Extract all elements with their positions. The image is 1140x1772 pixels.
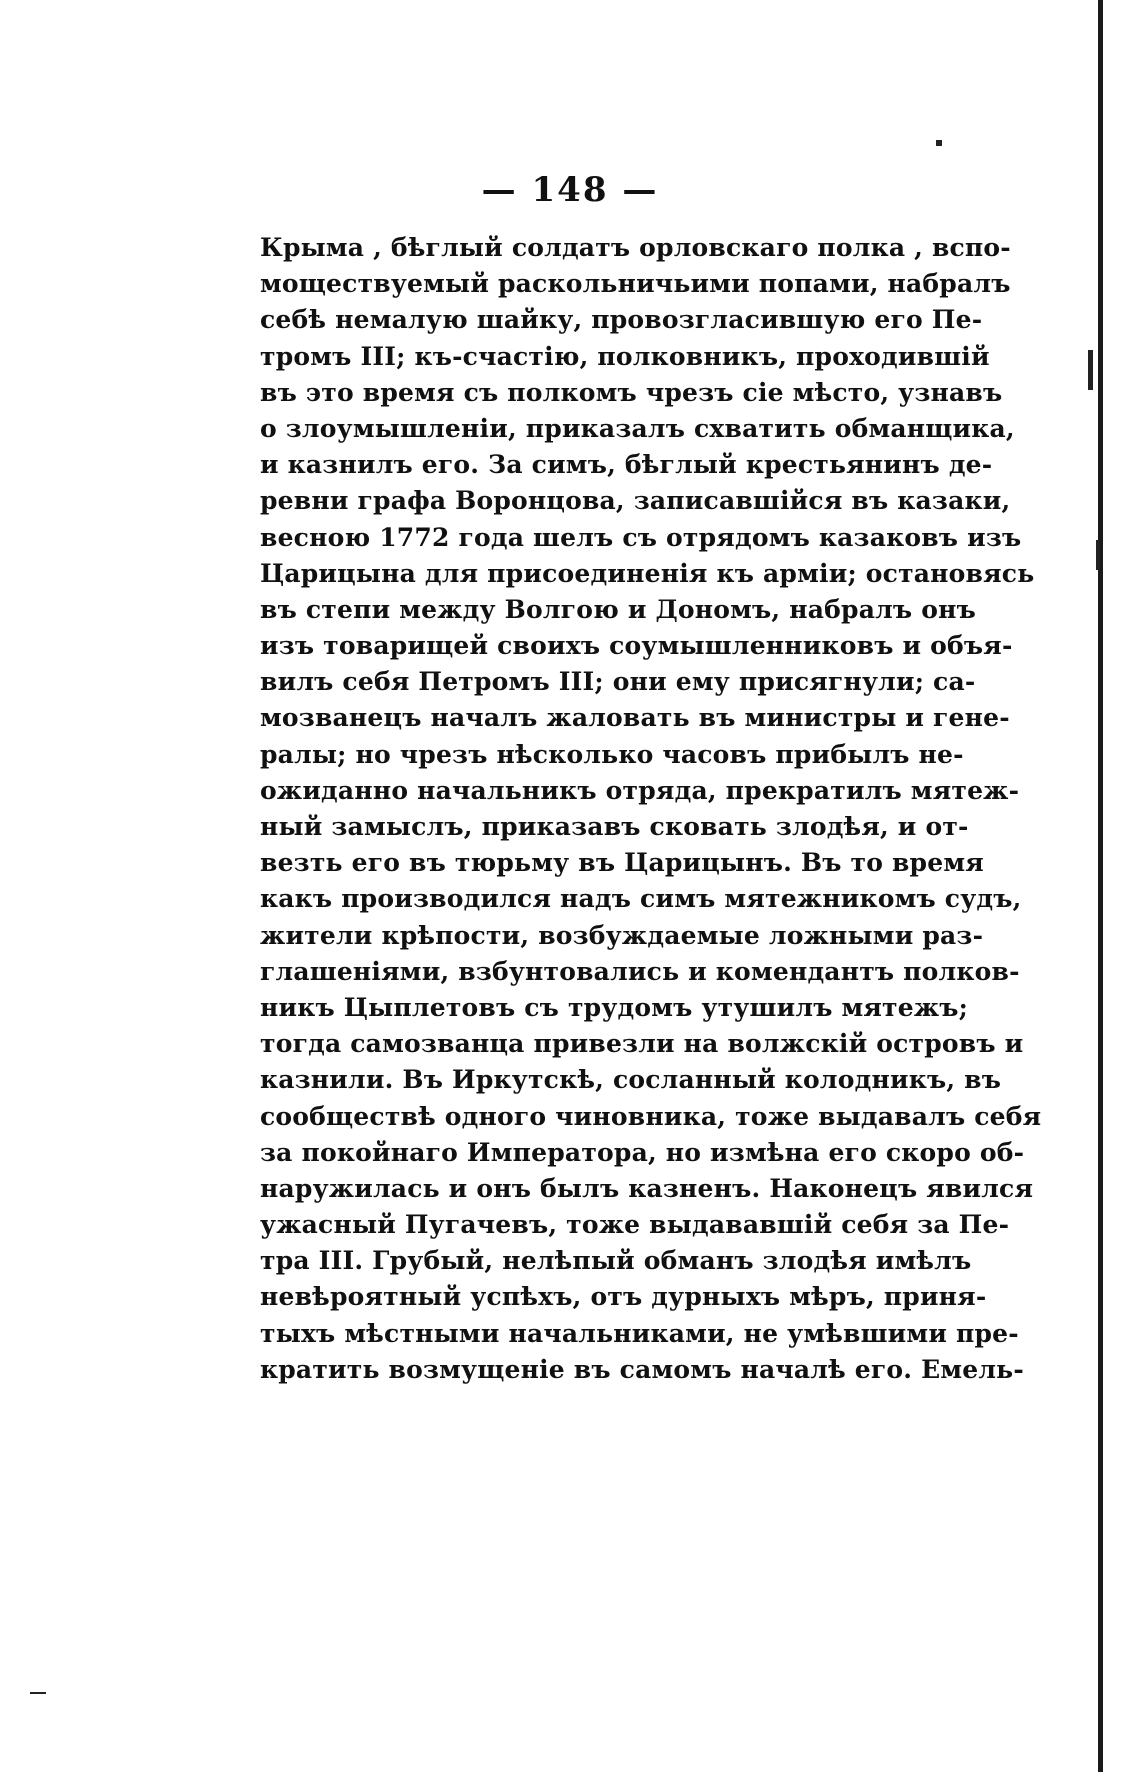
text-line: мозванецъ началъ жаловать въ министры и генe- bbox=[260, 703, 1010, 733]
text-line: о злоумышленіи, приказалъ схватить обманщика, bbox=[260, 413, 1015, 443]
text-line: Царицына для присоединенія къ арміи; остановясь bbox=[260, 558, 1035, 588]
text-line: ожиданно начальникъ отряда, прекратилъ мятеж- bbox=[260, 775, 1020, 805]
text-line: жители крѣпости, возбуждаемые ложными раз- bbox=[260, 920, 984, 950]
page-number: — 148 — bbox=[481, 170, 659, 210]
text-line: въ это время съ полкомъ чрезъ сіе мѣсто, узнавъ bbox=[260, 377, 1003, 407]
text-line: наружилась и онъ былъ казненъ. Наконецъ явился bbox=[260, 1173, 1034, 1203]
text-line: въ степи между Волгою и Дономъ, набралъ онъ bbox=[260, 594, 976, 624]
text-line: тогда самозванца привезли на волжскій островъ и bbox=[260, 1029, 1024, 1059]
text-line: и казнилъ его. За симъ, бѣглый крестьянинъ де- bbox=[260, 450, 993, 480]
scan-speck bbox=[1096, 540, 1100, 570]
text-line: тыхъ мѣстными начальниками, не умѣвшими пре- bbox=[260, 1318, 1019, 1348]
text-line: ревни графа Воронцова, записавшійся въ казаки, bbox=[260, 486, 1011, 516]
text-line: какъ производился надъ симъ мятежникомъ судъ, bbox=[260, 884, 1022, 914]
text-line: сообществѣ одного чиновника, тоже выдавалъ себя bbox=[260, 1101, 1042, 1131]
text-line: тра III. Грубый, нелѣпый обманъ злодѣя имѣлъ bbox=[260, 1246, 972, 1276]
text-line: вилъ себя Петромъ III; они ему присягнули; са- bbox=[260, 667, 976, 697]
text-line: тромъ III; къ-счастію, полковникъ, проходившій bbox=[260, 341, 990, 371]
text-line: изъ товарищей своихъ соумышленниковъ и объя- bbox=[260, 631, 1013, 661]
text-line: ужасный Пугачевъ, тоже выдававшій себя за Пе- bbox=[260, 1210, 1010, 1240]
text-line: кратить возмущеніе въ самомъ началѣ его. Емель- bbox=[260, 1354, 1024, 1384]
text-line: моществуемый раскольничьими попами, набралъ bbox=[260, 269, 1011, 299]
text-line: никъ Цыплетовъ съ трудомъ утушилъ мятежъ; bbox=[260, 992, 969, 1022]
text-line: весною 1772 года шелъ съ отрядомъ казаковъ изъ bbox=[260, 522, 1022, 552]
text-line: Крыма , бѣглый солдатъ орловскаго полка , вспо- bbox=[260, 233, 1011, 262]
text-line: себѣ немалую шайку, провозгласившую его Пе- bbox=[260, 305, 983, 335]
scan-speck bbox=[30, 1692, 46, 1694]
text-line: казнили. Въ Иркутскѣ, сосланный колодникъ, въ bbox=[260, 1065, 1002, 1095]
text-line: ралы; но чрезъ нѣсколько часовъ прибылъ не- bbox=[260, 739, 964, 769]
text-line: везть его въ тюрьму въ Царицынъ. Въ то время bbox=[260, 848, 984, 878]
text-line: невѣроятный успѣхъ, отъ дурныхъ мѣръ, приня- bbox=[260, 1282, 987, 1312]
text-line: за покойнаго Императора, но измѣна его скоро об- bbox=[260, 1137, 1025, 1167]
body-text bbox=[260, 230, 1042, 1388]
scan-speck bbox=[1088, 350, 1093, 390]
scan-speck bbox=[936, 140, 942, 146]
text-line: глашеніями, взбунтовались и комендантъ полков- bbox=[260, 956, 1020, 986]
text-line: ный замыслъ, приказавъ сковать злодѣя, и от- bbox=[260, 812, 969, 841]
scan-page-edge bbox=[1098, 0, 1103, 1772]
